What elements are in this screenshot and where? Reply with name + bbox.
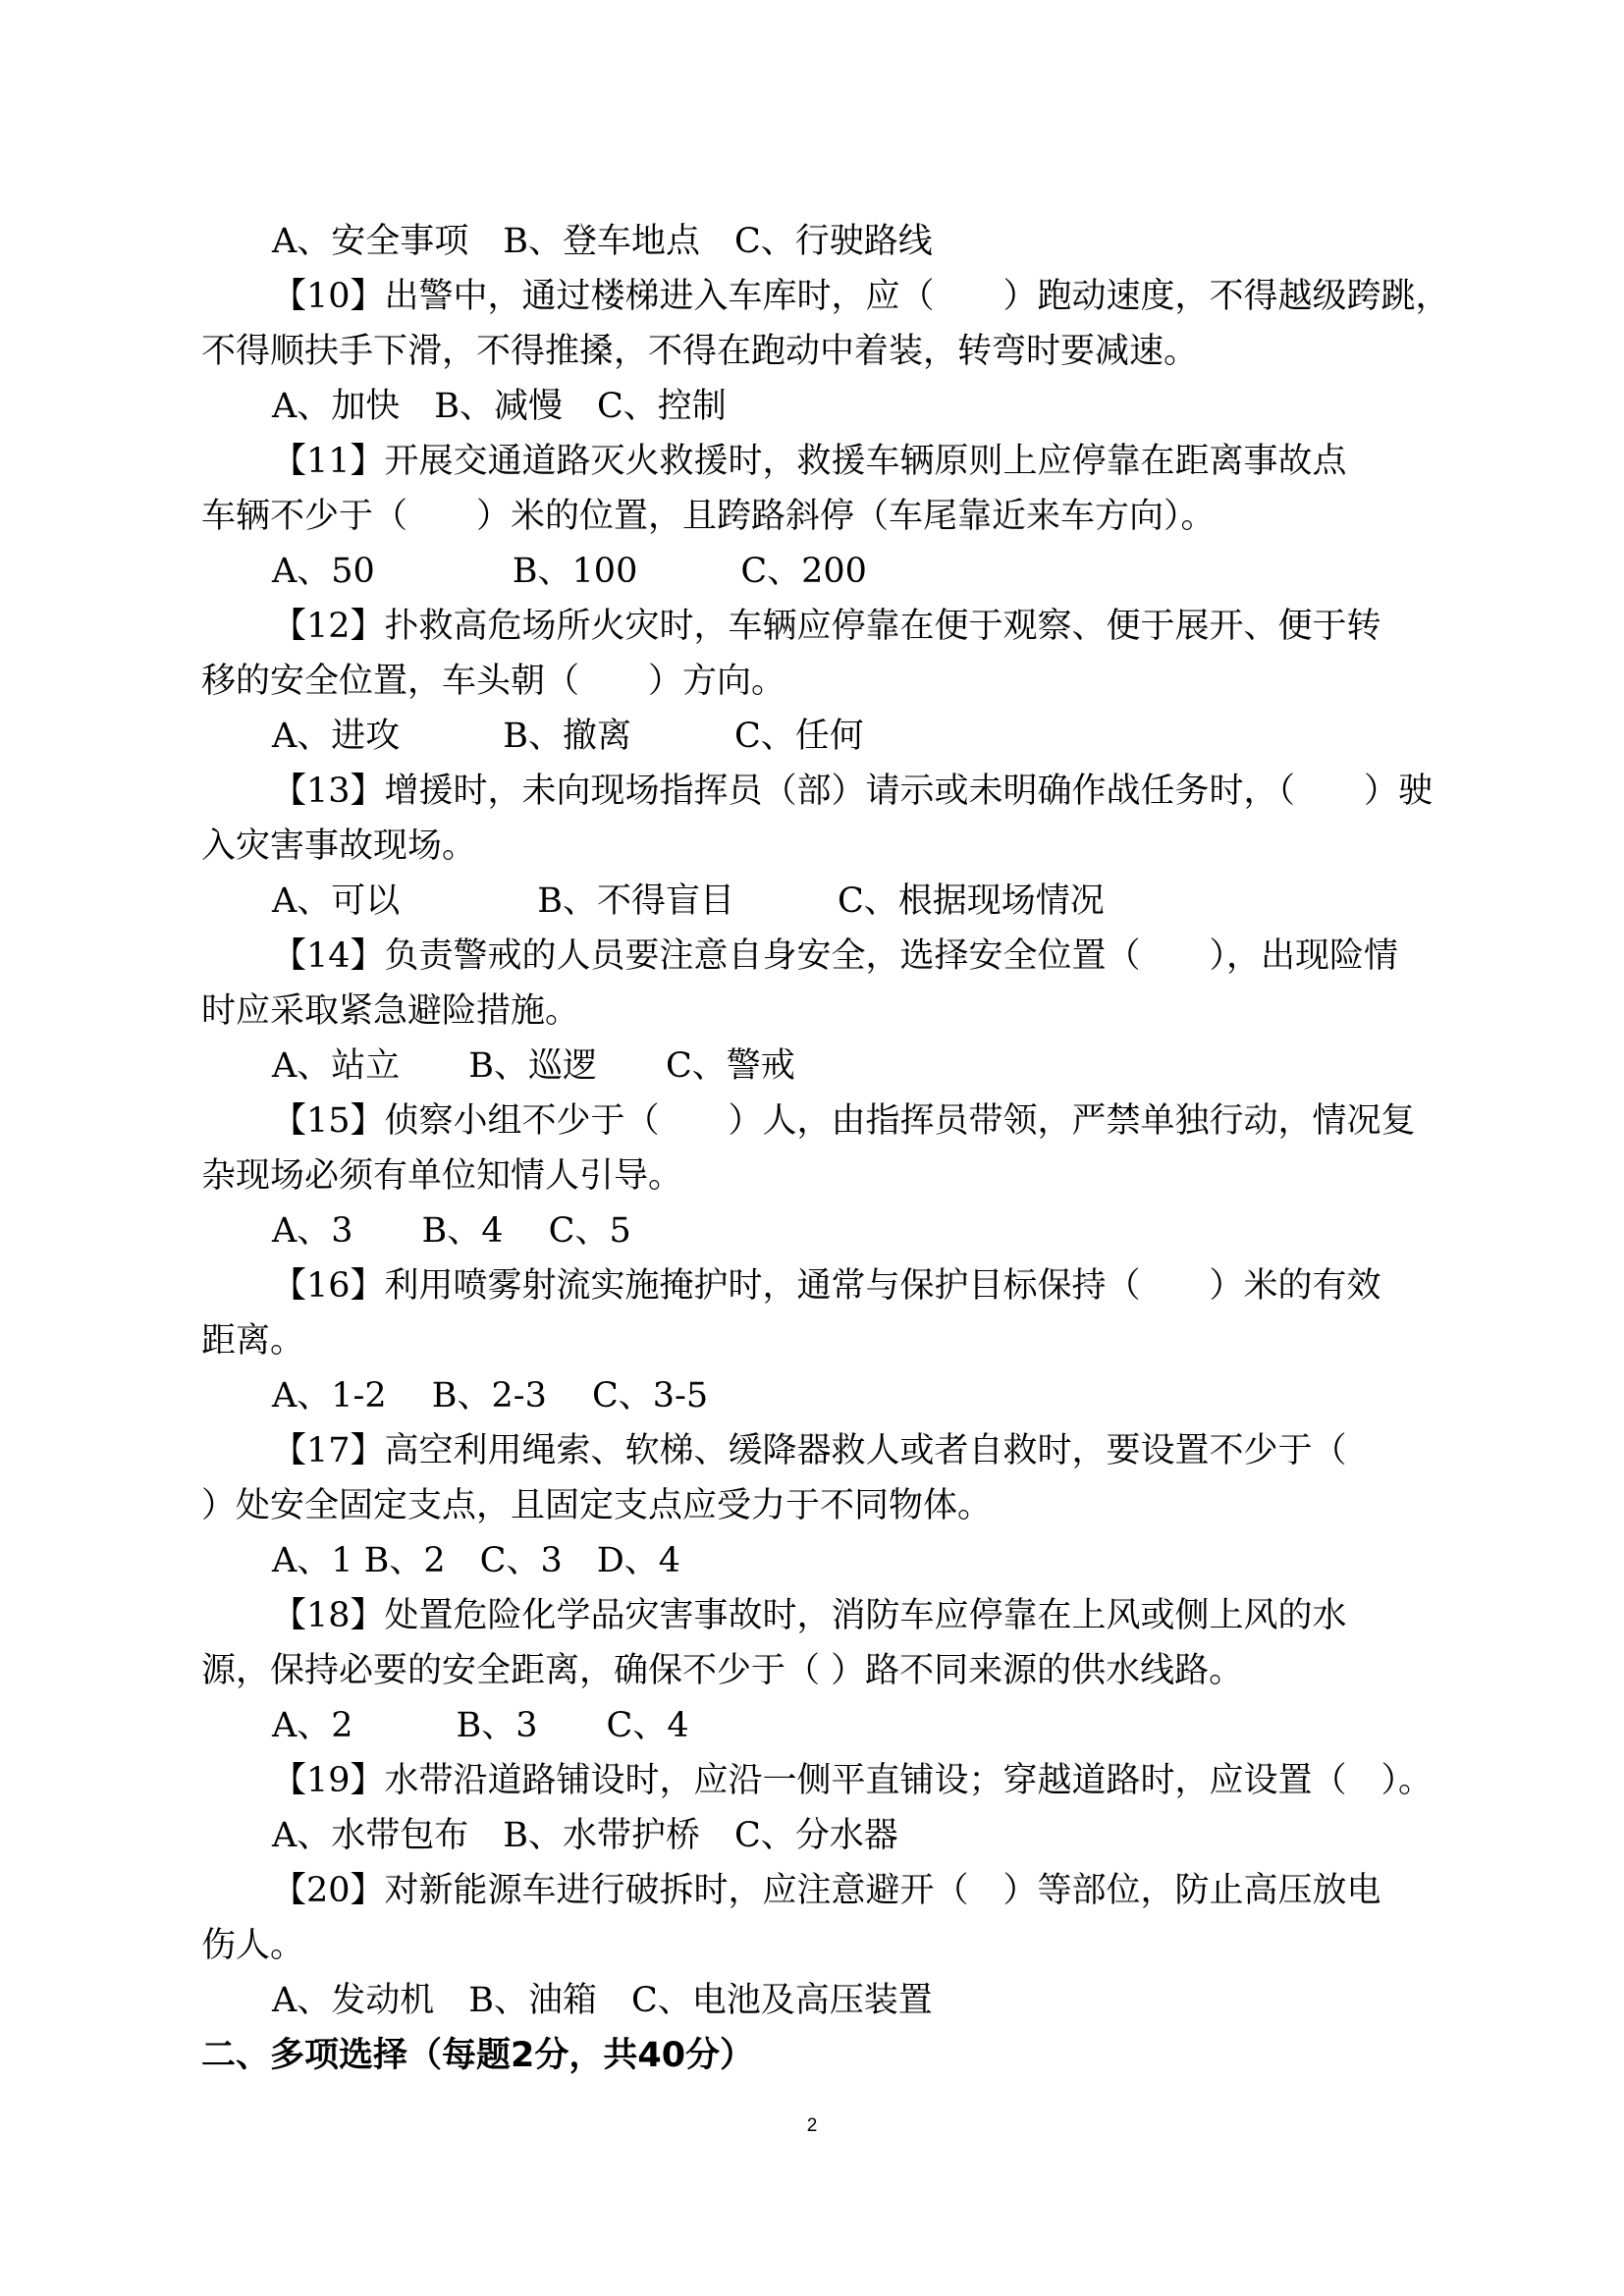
section-heading-multiple-choice: 二、多项选择（每题2分，共40分）	[201, 2036, 755, 2075]
option-line-q9: A、安全事项 B、登车地点 C、行驶路线	[272, 222, 933, 261]
question-10-line-2: 不得顺扶手下滑，不得推搡，不得在跑动中着装，转弯时要减速。	[201, 332, 1199, 371]
option-line-q15: A、3 B、4 C、5	[272, 1211, 631, 1251]
question-19-line-1: 【19】水带沿道路铺设时，应沿一侧平直铺设；穿越道路时，应设置（ ）。	[272, 1761, 1434, 1800]
option-line-q17: A、1 B、2 C、3 D、4	[272, 1541, 681, 1580]
question-11-line-1: 【11】开展交通道路灭火救援时，救援车辆原则上应停靠在距离事故点	[272, 442, 1347, 481]
question-11-line-2: 车辆不少于（ ）米的位置，且跨路斜停（车尾靠近来车方向）。	[201, 497, 1216, 536]
question-14-line-2: 时应采取紧急避险措施。	[201, 991, 580, 1031]
question-15-line-2: 杂现场必须有单位知情人引导。	[201, 1156, 683, 1196]
question-10-line-1: 【10】出警中，通过楼梯进入车库时，应（ ）跑动速度，不得越级跨跳，	[272, 277, 1450, 316]
question-12-line-2: 移的安全位置，车头朝（ ）方向。	[201, 662, 786, 701]
question-20-line-2: 伤人。	[201, 1926, 305, 1965]
question-13-line-2: 入灾害事故现场。	[201, 827, 477, 866]
question-14-line-1: 【14】负责警戒的人员要注意自身安全，选择安全位置（ ），出现险情	[272, 936, 1399, 976]
question-20-line-1: 【20】对新能源车进行破拆时，应注意避开（ ）等部位，防止高压放电	[272, 1871, 1381, 1910]
question-18-line-2: 源，保持必要的安全距离，确保不少于（ ）路不同来源的供水线路。	[201, 1651, 1244, 1690]
question-18-line-1: 【18】处置危险化学品灾害事故时，消防车应停靠在上风或侧上风的水	[272, 1596, 1347, 1635]
question-13-line-1: 【13】增援时，未向现场指挥员（部）请示或未明确作战任务时，（ ）驶	[272, 772, 1434, 811]
question-17-line-2: ）处安全固定支点，且固定支点应受力于不同物体。	[201, 1486, 993, 1525]
page-content	[201, 214, 1450, 2083]
option-line-q18: A、2 B、3 C、4	[272, 1706, 689, 1745]
option-line-q12: A、进攻 B、撤离 C、任何	[272, 717, 864, 756]
page-number: 2	[806, 2115, 818, 2136]
question-16-line-2: 距离。	[201, 1321, 305, 1361]
question-12-line-1: 【12】扑救高危场所火灾时，车辆应停靠在便于观察、便于展开、便于转	[272, 607, 1381, 646]
option-line-q14: A、站立 B、巡逻 C、警戒	[272, 1046, 795, 1086]
question-16-line-1: 【16】利用喷雾射流实施掩护时，通常与保护目标保持（ ）米的有效	[272, 1266, 1381, 1306]
option-line-q16: A、1-2 B、2-3 C、3-5	[272, 1376, 709, 1415]
option-line-q13: A、可以 B、不得盲目 C、根据现场情况	[272, 881, 1105, 921]
option-line-q20: A、发动机 B、油箱 C、电池及高压装置	[272, 1981, 933, 2020]
option-line-q10: A、加快 B、减慢 C、控制	[272, 387, 727, 426]
option-line-q11: A、50 B、100 C、200	[272, 552, 867, 591]
question-17-line-1: 【17】高空利用绳索、软梯、缓降器救人或者自救时，要设置不少于（	[272, 1431, 1347, 1470]
option-line-q19: A、水带包布 B、水带护桥 C、分水器	[272, 1816, 898, 1855]
question-15-line-1: 【15】侦察小组不少于（ ）人，由指挥员带领，严禁单独行动，情况复	[272, 1101, 1416, 1141]
